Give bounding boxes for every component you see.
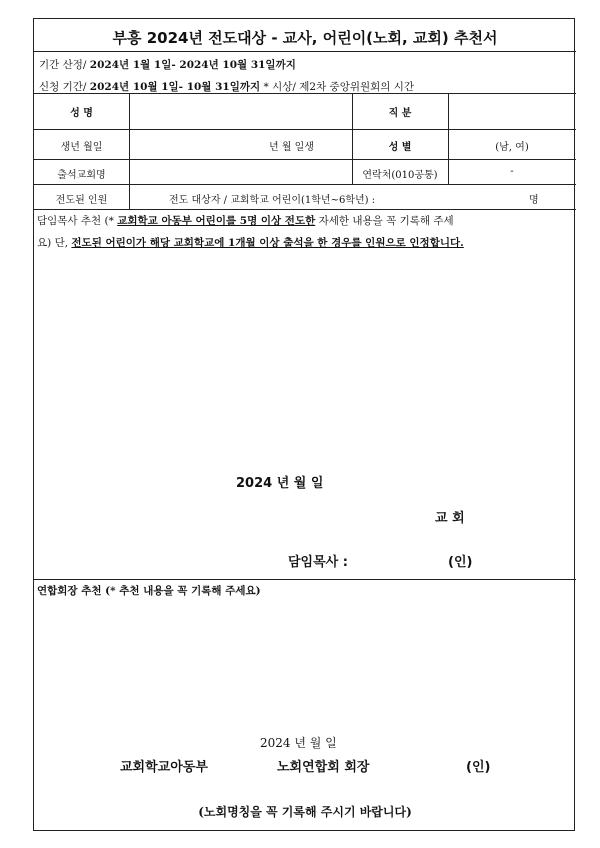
- count-unit: 명: [529, 195, 539, 206]
- position-label: 직 분: [388, 108, 412, 119]
- union-president: 노회연합회 회장: [277, 760, 370, 775]
- contact-value: -: [510, 166, 514, 177]
- form-frame: [33, 18, 575, 831]
- pastor-seal: (인): [448, 555, 473, 570]
- gender-value: (남, 여): [495, 142, 529, 153]
- pastor-recommend-line1: 담임목사 추천 (* 교회학교 아동부 어린이를 5명 이상 전도한 자세한 내용을 꼭 기록해 주세: [37, 215, 454, 227]
- pastor-sign-date: 2024 년 월 일: [236, 476, 324, 491]
- form-title: 부흥 2024년 전도대상 - 교사, 어린이(노회, 교회) 추천서: [112, 29, 498, 47]
- row-line: [34, 209, 576, 210]
- row-line: [34, 129, 576, 130]
- union-dept: 교회학교아동부: [120, 760, 208, 775]
- birth-label: 생년 월일: [60, 142, 103, 153]
- count-value: 전도 대상자 / 교회학교 어린이(1학년~6학년) :: [169, 195, 376, 206]
- gender-label: 성 별: [388, 142, 412, 153]
- contact-label: 연락처(010공통): [362, 170, 438, 181]
- apply-period: 신청 기간/ 2024년 10월 1일- 10월 31일까지 * 시상/ 제2차 중앙위원회의 시간: [39, 81, 415, 93]
- union-sign-date: 2024 년 월 일: [260, 736, 337, 750]
- union-recommend-header: 연합회장 추천 (* 추천 내용을 꼭 기록해 주세요): [37, 585, 261, 597]
- church-label: 출석교회명: [57, 170, 106, 181]
- row-line: [34, 184, 576, 185]
- count-label: 전도된 인원: [55, 195, 108, 206]
- divider: [34, 51, 576, 52]
- church-label-sign: 교 회: [435, 511, 465, 526]
- pastor-recommend-line2: 요) 단, 전도된 어린이가 해당 교회학교에 1개월 이상 출석을 한 경우를 인원으로 인정합니다.: [37, 237, 464, 249]
- pastor-label: 담임목사 :: [288, 555, 348, 570]
- section-divider: [34, 579, 576, 580]
- name-label: 성 명: [70, 108, 93, 119]
- divider: [34, 93, 576, 94]
- union-seal: (인): [466, 760, 491, 775]
- row-line: [34, 159, 576, 160]
- union-footer-note: (노회명칭을 꼭 기록해 주시기 바랍니다): [198, 805, 412, 819]
- period-calc: 기간 산정/ 2024년 1월 1일- 2024년 10월 31일까지: [39, 59, 296, 71]
- col-line: [129, 93, 130, 209]
- birth-value: 년 월 일생: [269, 142, 314, 153]
